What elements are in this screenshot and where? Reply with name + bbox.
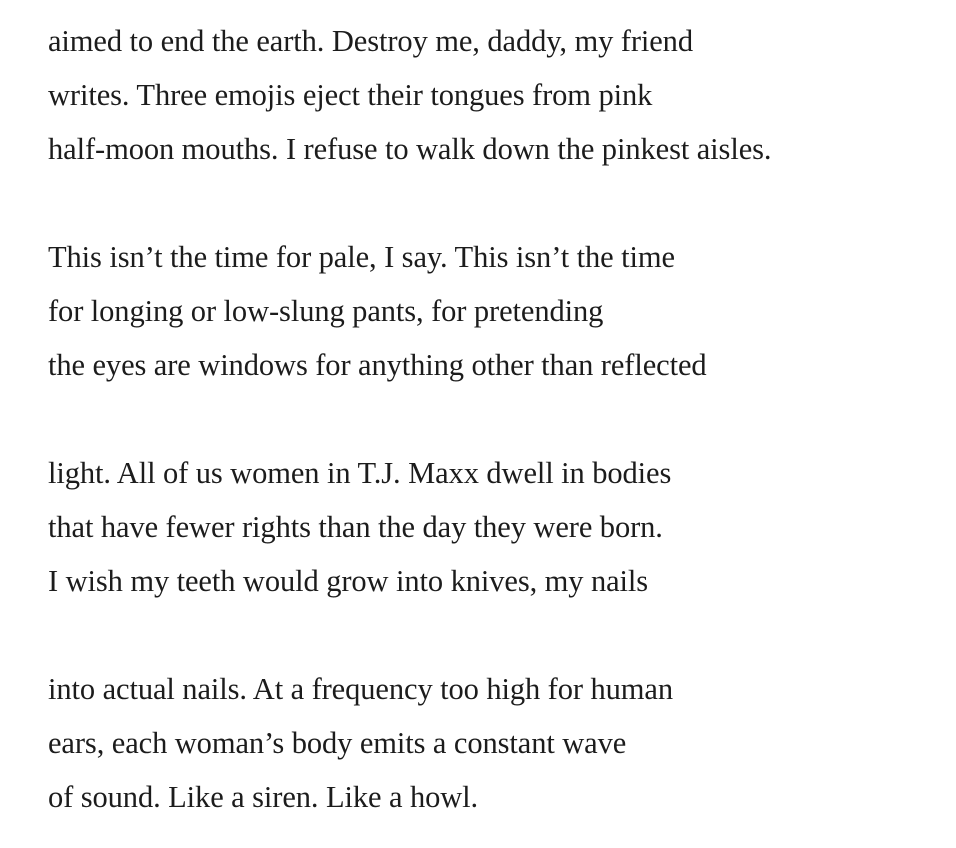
poem-line: into actual nails. At a frequency too high for human <box>48 672 673 706</box>
poem-line: ears, each woman’s body emits a constant wave <box>48 726 627 760</box>
stanza-1 <box>48 14 938 176</box>
stanza-3 <box>48 446 938 608</box>
poem-line: aimed to end the earth. Destroy me, daddy, my friend <box>48 24 693 58</box>
poem-line: that have fewer rights than the day they were born. <box>48 510 663 544</box>
poem-line: half-moon mouths. I refuse to walk down the pinkest aisles. <box>48 132 772 166</box>
poem-line: writes. Three emojis eject their tongues from pink <box>48 78 653 112</box>
poem-line: I wish my teeth would grow into knives, my nails <box>48 564 649 598</box>
poem-line: the eyes are windows for anything other than reflected <box>48 348 707 382</box>
stanza-2 <box>48 230 938 392</box>
poem-body <box>48 14 938 824</box>
poem-line: This isn’t the time for pale, I say. This isn’t the time <box>48 240 675 274</box>
poem-line: for longing or low-slung pants, for pretending <box>48 294 604 328</box>
poem-line: light. All of us women in T.J. Maxx dwell in bodies <box>48 456 672 490</box>
stanza-4 <box>48 662 938 824</box>
poem-line: of sound. Like a siren. Like a howl. <box>48 780 479 814</box>
